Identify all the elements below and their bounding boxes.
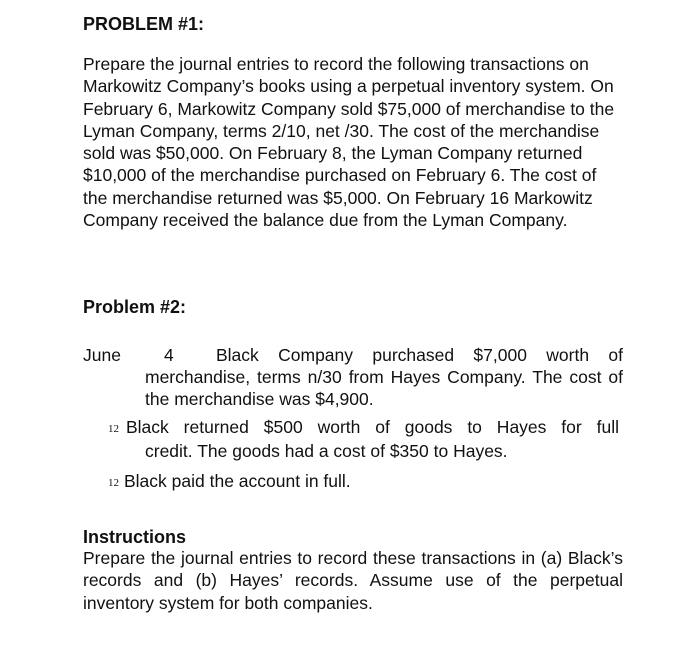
instructions-title: Instructions: [83, 527, 187, 547]
problem-1-text: Prepare the journal entries to record the following transactions on Markowitz Company’s books using a perpetual inventory system. On February 6, Markowitz Company sold $75,000 of merchandise to the Lyman Company, terms 2/10, net /30. The cost of the merchandise sold was $50,000. On February 8, the Lyman Company returned $10,000 of the merchandise purchased on February 6. The cost of the merchandise returned was $5,000. On February 16 Markowitz Company received the balance due from the Lyman Company.: [83, 54, 615, 231]
problem-2-title: Problem #2:: [83, 297, 187, 317]
problem-1-title: PROBLEM #1:: [83, 14, 205, 34]
entry-text-first-line: Black returned $500 worth of goods to Hayes for full: [126, 417, 619, 437]
june-4-entry-row: [83, 344, 623, 368]
entry-day: 12: [108, 423, 119, 435]
june-12-payment-entry: [108, 470, 623, 494]
instructions-text: Prepare the journal entries to record these transactions in (a) Black’s records and (b) Hayes’ records. Assume use of the perpetual inventory system for both companies.: [83, 548, 623, 613]
entry-text-first-line: Black Company purchased $7,000 worth of: [216, 345, 623, 365]
entry-text-continuation: merchandise, terms n/30 from Hayes Company. The cost of the merchandise was $4,900.: [145, 367, 623, 410]
month-label: June: [83, 345, 121, 365]
june-12-return-entry: [108, 416, 623, 463]
entry-day: 12: [108, 477, 119, 489]
entry-text-continuation: credit. The goods had a cost of $350 to Hayes.: [145, 441, 508, 462]
entry-text: Black paid the account in full.: [124, 471, 351, 491]
entry-day: 4: [164, 345, 174, 365]
